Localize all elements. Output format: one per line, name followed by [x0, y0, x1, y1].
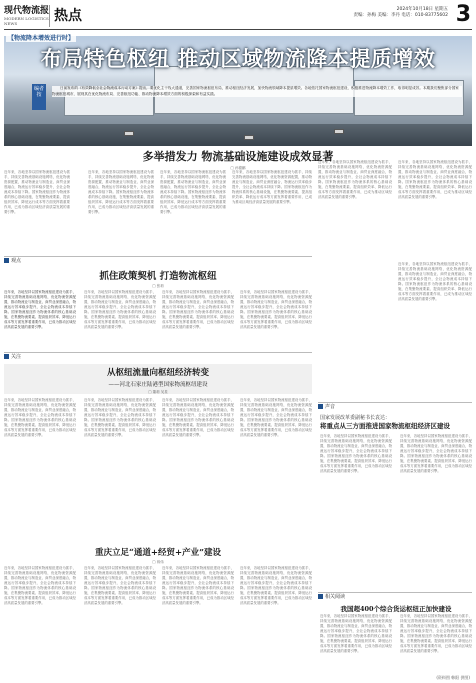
- section-title: 热点: [54, 8, 82, 24]
- section-band-focus: [4, 352, 312, 361]
- headline: 布局特色枢纽 推动区域物流降本提质增效: [40, 46, 436, 71]
- newspaper-masthead: [4, 5, 50, 27]
- article-4-col: 近年来，各地坚持以国家物流枢纽建设为抓手，持续完善物流基础设施网络，优化物流资源配置，推动物流业与制造业、商贸业深度融合，物流运行效率稳步提升，全社会物流成本持续下降。国家物流枢纽作为物流体系的核心基础设施，在集聚物流要素、提高组织效率、降低运行成本等方面发挥着重要作用，已成为推动区域经济高质量发展的重要引擎。: [240, 566, 312, 605]
- square-icon: [4, 258, 9, 263]
- article-3-col: 近年来，各地坚持以国家物流枢纽建设为抓手，持续完善物流基础设施网络，优化物流资源配置，推动物流业与制造业、商贸业深度融合，物流运行效率稳步提升，全社会物流成本持续下降。国家物流枢纽作为物流体系的核心基础设施，在集聚物流要素、提高组织效率、降低运行成本等方面发挥着重要作用，已成为推动区域经济高质量发展的重要引擎。: [240, 398, 312, 437]
- article-3-subtitle: ——河北石家庄陆港型国家物流枢纽建设: [108, 382, 208, 388]
- square-icon: [318, 404, 323, 409]
- topic-label: 【物流降本增效进行时】: [8, 35, 75, 42]
- right-1-col: 近年来，各地坚持以国家物流枢纽建设为抓手，持续完善物流基础设施网络，优化物流资源配置，推动物流业与制造业、商贸业深度融合，物流运行效率稳步提升，全社会物流成本持续下降。国家物流枢纽作为物流体系的核心基础设施，在集聚物流要素、提高组织效率、降低运行成本等方面发挥着重要作用，已成为推动区域经济高质量发展的重要引擎。: [320, 434, 392, 473]
- article-1-col: 近年来，各地坚持以国家物流枢纽建设为抓手，持续完善物流基础设施网络，优化物流资源配置，推动物流业与制造业、商贸业深度融合，物流运行效率稳步提升，全社会物流成本持续下降。国家物流枢纽作为物流体系的核心基础设施，在集聚物流要素、提高组织效率、降低运行成本等方面发挥着重要作用，已成为推动区域经济高质量发展的重要引擎。: [4, 170, 70, 214]
- road: [4, 124, 472, 146]
- date-text: 2024年10月18日 星期五: [396, 7, 448, 12]
- article-1-col: 近年来，各地坚持以国家物流枢纽建设为抓手，持续完善物流基础设施网络，优化物流资源配置，推动物流业与制造业、商贸业深度融合，物流运行效率稳步提升，全社会物流成本持续下降。国家物流枢纽作为物流体系的核心基础设施，在集聚物流要素、提高组织效率、降低运行成本等方面发挥着重要作用，已成为推动区域经济高质量发展的重要引擎。: [398, 160, 472, 199]
- article-3-col: 近年来，各地坚持以国家物流枢纽建设为抓手，持续完善物流基础设施网络，优化物流资源配置，推动物流业与制造业、商贸业深度融合，物流运行效率稳步提升，全社会物流成本持续下降。国家物流枢纽作为物流体系的核心基础设施，在集聚物流要素、提高组织效率、降低运行成本等方面发挥着重要作用，已成为推动区域经济高质量发展的重要引擎。: [84, 398, 156, 437]
- article-3-title: 从枢纽流量向枢纽经济转变: [106, 368, 209, 378]
- right-2-col: 近年来，各地坚持以国家物流枢纽建设为抓手，持续完善物流基础设施网络，优化物流资源配置，推动物流业与制造业、商贸业深度融合，物流运行效率稳步提升，全社会物流成本持续下降。国家物流枢纽作为物流体系的核心基础设施，在集聚物流要素、提高组织效率、降低运行成本等方面发挥着重要作用，已成为推动区域经济高质量发展的重要引擎。: [400, 614, 472, 653]
- article-2-col: 近年来，各地坚持以国家物流枢纽建设为抓手，持续完善物流基础设施网络，优化物流资源配置，推动物流业与制造业、商贸业深度融合，物流运行效率稳步提升，全社会物流成本持续下降。国家物流枢纽作为物流体系的核心基础设施，在集聚物流要素、提高组织效率、降低运行成本等方面发挥着重要作用，已成为推动区域经济高质量发展的重要引擎。: [240, 290, 312, 329]
- article-1-col: 近年来，各地坚持以国家物流枢纽建设为抓手，持续完善物流基础设施网络，优化物流资源配置，推动物流业与制造业、商贸业深度融合，物流运行效率稳步提升，全社会物流成本持续下降。国家物流枢纽作为物流体系的核心基础设施，在集聚物流要素、提高组织效率、降低运行成本等方面发挥着重要作用，已成为推动区域经济高质量发展的重要引擎。: [160, 170, 226, 214]
- editor-label: 编者按: [32, 84, 46, 110]
- page-number: 3: [455, 2, 471, 27]
- right-1-col: 近年来，各地坚持以国家物流枢纽建设为抓手，持续完善物流基础设施网络，优化物流资源配置，推动物流业与制造业、商贸业深度融合，物流运行效率稳步提升，全社会物流成本持续下降。国家物流枢纽作为物流体系的核心基础设施，在集聚物流要素、提高组织效率、降低运行成本等方面发挥着重要作用，已成为推动区域经济高质量发展的重要引擎。: [400, 434, 472, 473]
- band-label: 声音: [325, 404, 336, 410]
- topic-bar: [6, 33, 76, 42]
- article-1-col: 近年来，各地坚持以国家物流枢纽建设为抓手，持续完善物流基础设施网络，优化物流资源配置，推动物流业与制造业、商贸业深度融合，物流运行效率稳步提升，全社会物流成本持续下降。国家物流枢纽作为物流体系的核心基础设施，在集聚物流要素、提高组织效率、降低运行成本等方面发挥着重要作用，已成为推动区域经济高质量发展的重要引擎。: [88, 170, 154, 214]
- article-1-col: 近年来，各地坚持以国家物流枢纽建设为抓手，持续完善物流基础设施网络，优化物流资源配置，推动物流业与制造业、商贸业深度融合，物流运行效率稳步提升，全社会物流成本持续下降。国家物流枢纽作为物流体系的核心基础设施，在集聚物流要素、提高组织效率、降低运行成本等方面发挥着重要作用，已成为推动区域经济高质量发展的重要引擎。: [232, 170, 312, 204]
- article-2-col: 近年来，各地坚持以国家物流枢纽建设为抓手，持续完善物流基础设施网络，优化物流资源配置，推动物流业与制造业、商贸业深度融合，物流运行效率稳步提升，全社会物流成本持续下降。国家物流枢纽作为物流体系的核心基础设施，在集聚物流要素、提高组织效率、降低运行成本等方面发挥着重要作用，已成为推动区域经济高质量发展的重要引擎。: [4, 290, 76, 329]
- article-3-byline: □ 董莉 吴星: [148, 390, 168, 394]
- truck-icon: [124, 131, 134, 136]
- article-2-header: [4, 268, 312, 289]
- article-4-col: 近年来，各地坚持以国家物流枢纽建设为抓手，持续完善物流基础设施网络，优化物流资源配置，推动物流业与制造业、商贸业深度融合，物流运行效率稳步提升，全社会物流成本持续下降。国家物流枢纽作为物流体系的核心基础设施，在集聚物流要素、提高组织效率、降低运行成本等方面发挥着重要作用，已成为推动区域经济高质量发展的重要引擎。: [162, 566, 234, 605]
- editor-contact: 责编：孙梅 美编：李丹 电话：010-83775602: [353, 13, 448, 18]
- article-4-col: 近年来，各地坚持以国家物流枢纽建设为抓手，持续完善物流基础设施网络，优化物流资源配置，推动物流业与制造业、商贸业深度融合，物流运行效率稳步提升，全社会物流成本持续下降。国家物流枢纽作为物流体系的核心基础设施，在集聚物流要素、提高组织效率、降低运行成本等方面发挥着重要作用，已成为推动区域经济高质量发展的重要引擎。: [4, 566, 76, 605]
- article-3-col: 近年来，各地坚持以国家物流枢纽建设为抓手，持续完善物流基础设施网络，优化物流资源配置，推动物流业与制造业、商贸业深度融合，物流运行效率稳步提升，全社会物流成本持续下降。国家物流枢纽作为物流体系的核心基础设施，在集聚物流要素、提高组织效率、降低运行成本等方面发挥着重要作用，已成为推动区域经济高质量发展的重要引擎。: [4, 398, 76, 437]
- article-3-col: 近年来，各地坚持以国家物流枢纽建设为抓手，持续完善物流基础设施网络，优化物流资源配置，推动物流业与制造业、商贸业深度融合，物流运行效率稳步提升，全社会物流成本持续下降。国家物流枢纽作为物流体系的核心基础设施，在集聚物流要素、提高组织效率、降低运行成本等方面发挥着重要作用，已成为推动区域经济高质量发展的重要引擎。: [162, 398, 234, 437]
- article-2-byline: □ 张莉: [152, 284, 164, 288]
- photo-credit: (资料图 韩阳 供图): [436, 675, 470, 680]
- article-3-header: [4, 366, 312, 395]
- right-1-kicker: 国家发展改革委副秘书长袁达：: [320, 415, 391, 421]
- article-4-header: [4, 546, 312, 565]
- article-2-col: 近年来，各地坚持以国家物流枢纽建设为抓手，持续完善物流基础设施网络，优化物流资源配置，推动物流业与制造业、商贸业深度融合，物流运行效率稳步提升，全社会物流成本持续下降。国家物流枢纽作为物流体系的核心基础设施，在集聚物流要素、提高组织效率、降低运行成本等方面发挥着重要作用，已成为推动区域经济高质量发展的重要引擎。: [84, 290, 156, 329]
- article-2-title: 抓住政策契机 打造物流枢纽: [99, 271, 217, 282]
- article-4-title: 重庆立足“通道+经贸+产业”建设: [94, 548, 222, 558]
- square-icon: [318, 594, 323, 599]
- paper-sub: MODERN LOGISTICS NEWS: [4, 16, 49, 26]
- editor-note: 日前发布的《有效降低全社会物流成本行动方案》提出，要优化主干线大通道，完善国家物流枢纽布局，推动枢纽经济发展，加快物流领域降本提质增效。各地依托国家物流枢纽建设，积极推进物流降本增效工作，取得明显成效。本期我们聚焦部分国家物流枢纽城市，展现其在优化物流布局、完善枢纽功能、推动物流降本增效方面的积极探索和有益实践。: [52, 86, 462, 97]
- article-4-col: 近年来，各地坚持以国家物流枢纽建设为抓手，持续完善物流基础设施网络，优化物流资源配置，推动物流业与制造业、商贸业深度融合，物流运行效率稳步提升，全社会物流成本持续下降。国家物流枢纽作为物流体系的核心基础设施，在集聚物流要素、提高组织效率、降低运行成本等方面发挥着重要作用，已成为推动区域经济高质量发展的重要引擎。: [84, 566, 156, 605]
- date-line: [354, 7, 448, 19]
- article-4-byline: □ 蒋伟: [152, 560, 164, 564]
- article-1-byline: □ 孙德鹏: [230, 166, 246, 170]
- right-2-col: 近年来，各地坚持以国家物流枢纽建设为抓手，持续完善物流基础设施网络，优化物流资源配置，推动物流业与制造业、商贸业深度融合，物流运行效率稳步提升，全社会物流成本持续下降。国家物流枢纽作为物流体系的核心基础设施，在集聚物流要素、提高组织效率、降低运行成本等方面发挥着重要作用，已成为推动区域经济高质量发展的重要引擎。: [320, 614, 392, 653]
- band-label: 观点: [11, 258, 22, 264]
- header-rule: [4, 29, 472, 30]
- article-2-col: 近年来，各地坚持以国家物流枢纽建设为抓手，持续完善物流基础设施网络，优化物流资源配置，推动物流业与制造业、商贸业深度融合，物流运行效率稳步提升，全社会物流成本持续下降。国家物流枢纽作为物流体系的核心基础设施，在集聚物流要素、提高组织效率、降低运行成本等方面发挥着重要作用，已成为推动区域经济高质量发展的重要引擎。: [162, 290, 234, 329]
- article-1-col: 近年来，各地坚持以国家物流枢纽建设为抓手，持续完善物流基础设施网络，优化物流资源配置，推动物流业与制造业、商贸业深度融合，物流运行效率稳步提升，全社会物流成本持续下降。国家物流枢纽作为物流体系的核心基础设施，在集聚物流要素、提高组织效率、降低运行成本等方面发挥着重要作用，已成为推动区域经济高质量发展的重要引擎。: [318, 160, 392, 199]
- right-2-title: 我国超400个综合货运枢纽正加快建设: [340, 605, 452, 613]
- band-label: 关注: [11, 354, 22, 360]
- square-icon: [4, 354, 9, 359]
- truck-icon: [244, 135, 254, 140]
- right-col: 近年来，各地坚持以国家物流枢纽建设为抓手，持续完善物流基础设施网络，优化物流资源配置，推动物流业与制造业、商贸业深度融合，物流运行效率稳步提升，全社会物流成本持续下降。国家物流枢纽作为物流体系的核心基础设施，在集聚物流要素、提高组织效率、降低运行成本等方面发挥着重要作用，已成为推动区域经济高质量发展的重要引擎。: [398, 262, 472, 301]
- band-label: 相关阅读: [325, 594, 346, 600]
- section-band-voice: [318, 402, 472, 411]
- section-band-opinion: [4, 256, 312, 265]
- right-1-title: 将重点从三方面推进国家物流枢纽经济区建设: [320, 422, 450, 430]
- truck-icon: [334, 129, 344, 134]
- section-band-related: [318, 592, 472, 601]
- article-1-title: 多举措发力 物流基础设施建设成效显著: [142, 150, 334, 163]
- paper-name: 现代物流报: [4, 6, 50, 16]
